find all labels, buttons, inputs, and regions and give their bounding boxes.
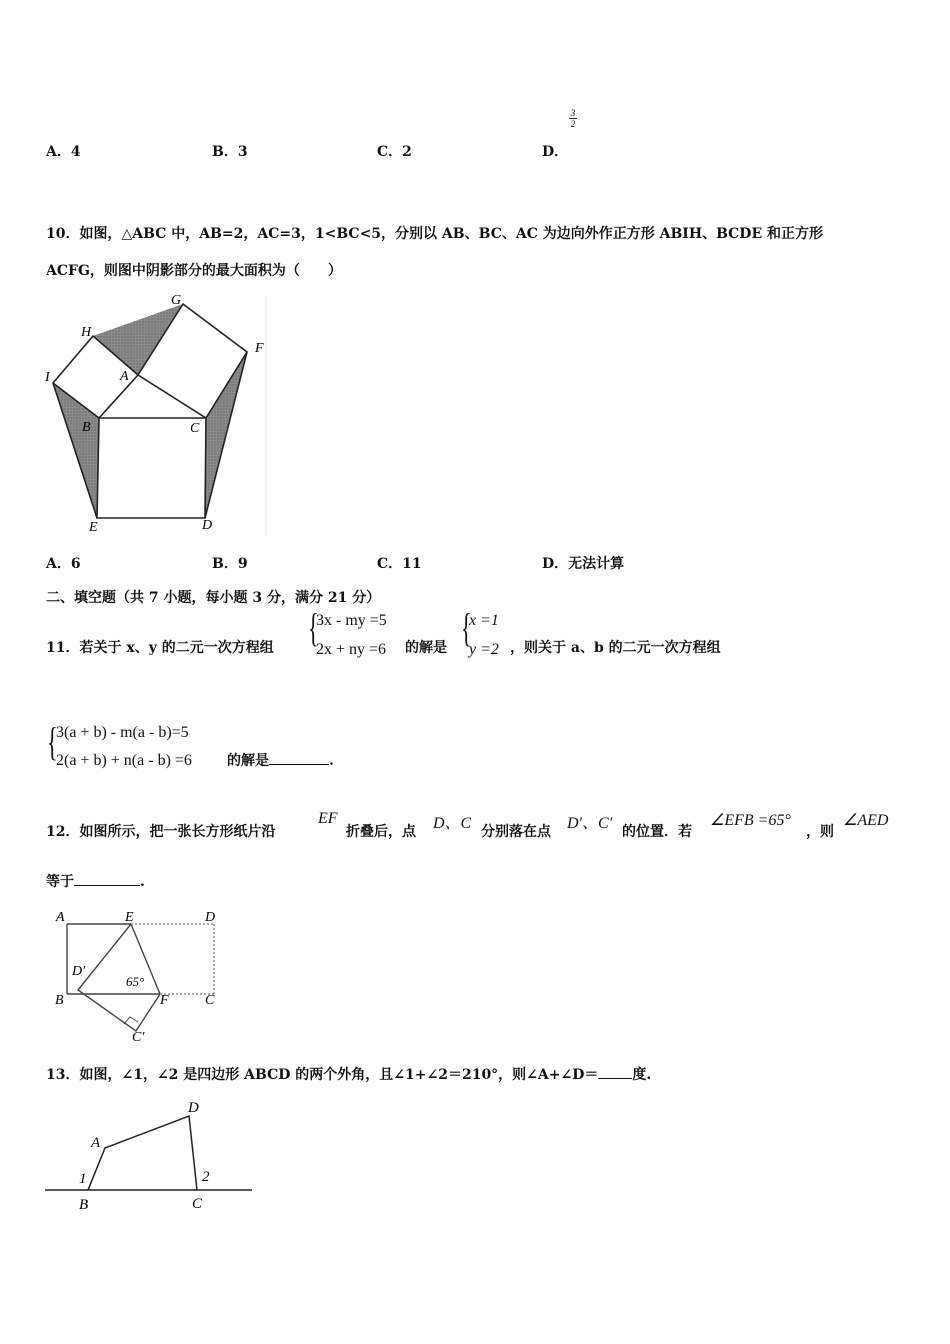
q9-option-d: D． (542, 144, 569, 160)
fraction-denominator: 2 (570, 119, 576, 129)
q12-math-dc-prime: D′、C′ (567, 815, 613, 832)
q11-system1-eq2: 2x + ny =6 (316, 641, 387, 658)
label-c: C (192, 1196, 203, 1212)
q12-math-dc: D、C (433, 815, 472, 832)
label-h: H (81, 325, 92, 340)
label-g: G (171, 293, 182, 308)
label-i: I (45, 370, 50, 385)
shaded-triangle-hag (93, 304, 183, 375)
label-angle-1: 1 (79, 1171, 87, 1187)
label-angle-65: 65° (126, 974, 145, 989)
label-c-prime: C′ (132, 1030, 145, 1044)
label-a: A (120, 369, 129, 384)
q12-text-part3: 分别落在点 (481, 824, 551, 840)
q11-solution-eq1: x =1 (469, 612, 499, 629)
q12-math-ef: EF (318, 810, 338, 827)
q10-text-line2: ACFG，则图中阴影部分的最大面积为（ ） (46, 263, 342, 279)
q10-figure (40, 288, 275, 538)
q11-end-label: 的解是 (227, 753, 269, 769)
q11-mid: 的解是 (405, 640, 447, 656)
q11-system2-brace: { (47, 719, 58, 764)
q10-option-d: D．无法计算 (542, 556, 625, 572)
label-b: B (79, 1197, 89, 1213)
q9-option-a: A．4 (46, 144, 81, 160)
label-c: C (205, 993, 215, 1008)
q12-math-angle-aed: ∠AED (843, 812, 889, 829)
q12-line2-label: 等于 (46, 874, 74, 890)
label-e: E (89, 520, 98, 535)
q10-option-b: B．9 (212, 556, 248, 572)
label-e: E (125, 910, 134, 925)
q11-solution-eq2: y =2 (469, 641, 499, 658)
label-a: A (56, 910, 65, 925)
q10-text-line1: 10．如图，△ABC 中，AB=2，AC=3，1<BC<5，分别以 AB、BC、AC 为边向外作正方形 ABIH、BCDE 和正方形 (46, 226, 823, 242)
label-d-prime: D′ (72, 964, 86, 979)
q11-system1-eq1: 3x - my =5 (316, 612, 387, 629)
q11-period: . (329, 753, 334, 769)
quadrilateral-abcd (88, 1116, 197, 1190)
q12-line2 (46, 871, 145, 891)
label-d: D (202, 518, 213, 533)
q12-text-part2: 折叠后，点 (346, 824, 416, 840)
label-c: C (190, 421, 200, 436)
q11-answer-blank[interactable] (269, 750, 329, 765)
q13-text (46, 1064, 651, 1084)
q12-text-part5: ，则 (806, 824, 834, 840)
label-d: D (188, 1100, 199, 1116)
fraction-numerator: 3 (570, 108, 576, 118)
q13-text-label: 13．如图，∠1，∠2 是四边形 ABCD 的两个外角，且∠1+∠2＝210°，则∠A+∠D＝ (46, 1067, 599, 1083)
label-d: D (205, 910, 216, 925)
q12-math-angle-efb: ∠EFB =65° (710, 812, 791, 829)
q13-suffix: 度. (632, 1067, 652, 1083)
q11-suffix: ，则关于 a、b 的二元一次方程组 (510, 640, 721, 656)
q10-option-c: C．11 (377, 556, 422, 572)
label-b: B (55, 993, 64, 1008)
q11-end (227, 750, 334, 770)
q11-system1-brace: { (308, 605, 319, 650)
q13-figure (40, 1092, 260, 1217)
q10-option-a: A．6 (46, 556, 81, 572)
q9-option-b: B．3 (212, 144, 248, 160)
q11-system2-eq1: 3(a + b) - m(a - b)=5 (56, 724, 189, 741)
label-angle-2: 2 (202, 1169, 210, 1185)
label-f: F (255, 341, 264, 356)
q9-option-d-fraction (569, 108, 577, 129)
q12-figure (50, 904, 230, 1044)
q12-text-part4: 的位置．若 (622, 824, 692, 840)
q11-solution-brace: { (461, 605, 472, 650)
section-2-heading: 二、填空题（共 7 小题，每小题 3 分，满分 21 分） (46, 590, 381, 606)
label-f: F (160, 993, 169, 1008)
label-a: A (91, 1135, 101, 1151)
q12-answer-blank[interactable] (74, 871, 140, 886)
q11-prefix: 11．若关于 x、y 的二元一次方程组 (46, 640, 274, 656)
q12-text-part1: 12．如图所示，把一张长方形纸片沿 (46, 824, 276, 840)
q13-answer-blank[interactable] (598, 1064, 632, 1079)
q9-option-c: C．2 (377, 144, 412, 160)
q11-system2-eq2: 2(a + b) + n(a - b) =6 (56, 752, 192, 769)
label-b: B (82, 420, 91, 435)
q12-period: . (140, 874, 145, 890)
